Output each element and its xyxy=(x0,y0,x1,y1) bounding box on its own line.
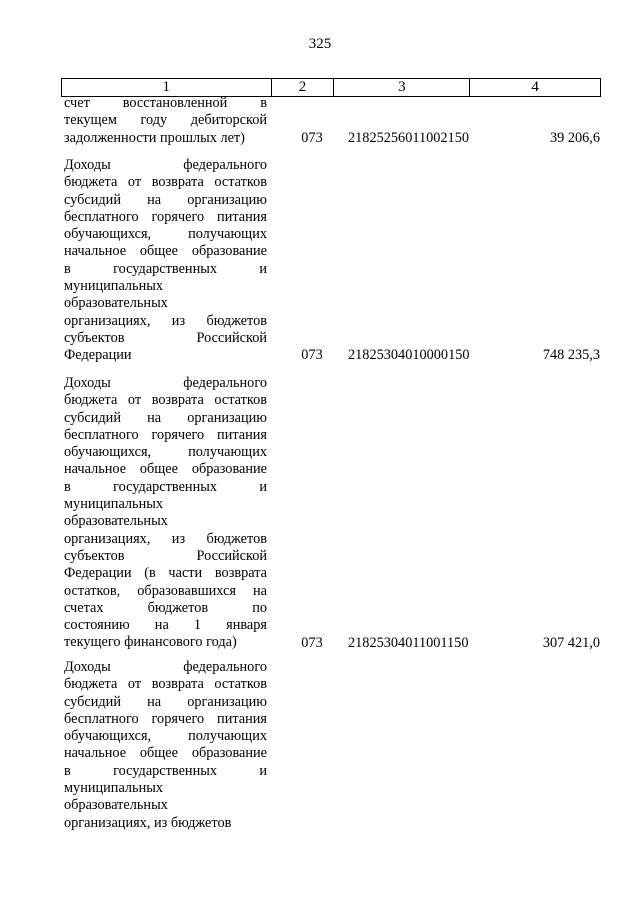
description-line: начальное общее образование xyxy=(64,243,267,260)
description-line: Федерации (в части возврата xyxy=(64,565,267,582)
description-line: Доходы федерального xyxy=(64,157,267,173)
header-col-3: 3 xyxy=(334,79,470,97)
row-description xyxy=(64,659,267,832)
description-line: бюджета от возврата остатков xyxy=(64,676,267,693)
description-line: муниципальных xyxy=(64,496,163,513)
description-line: счетах бюджетов по xyxy=(64,599,267,616)
description-line: субсидий на организацию xyxy=(64,693,267,710)
description-line: бюджета от возврата остатков xyxy=(64,392,267,409)
description-line: субъектов Российской xyxy=(64,329,267,346)
row-description xyxy=(64,157,267,365)
sum-cell: 748 235,3 xyxy=(542,347,600,364)
description-line: организациях, из бюджетов xyxy=(64,530,267,547)
description-line: начальное общее образование xyxy=(64,745,267,762)
description-line: начальное общее образование xyxy=(64,461,267,478)
table-row xyxy=(64,157,600,365)
description-line: Федерации xyxy=(64,347,132,364)
description-line: Доходы федерального xyxy=(64,659,267,675)
description-line: задолженности прошлых лет) xyxy=(64,129,245,146)
table-row xyxy=(64,659,600,832)
description-line: бесплатного горячего питания xyxy=(64,208,267,225)
description-line: муниципальных xyxy=(64,780,163,797)
description-line: муниципальных xyxy=(64,278,163,295)
description-line: субъектов Российской xyxy=(64,547,267,564)
description-line: бесплатного горячего питания xyxy=(64,426,267,443)
description-line: в государственных и xyxy=(64,762,267,779)
description-line: в государственных и xyxy=(64,260,267,277)
description-line: текущем году дебиторской xyxy=(64,112,267,129)
description-line: субсидий на организацию xyxy=(64,191,267,208)
description-line: организациях, из бюджетов xyxy=(64,312,267,329)
admin-code-cell: 073 xyxy=(301,347,323,364)
row-description xyxy=(64,375,267,652)
description-line: образовательных xyxy=(64,295,168,312)
budget-code-cell: 21825304011001150 xyxy=(348,634,469,651)
header-row xyxy=(62,79,601,97)
description-line: текущего финансового года) xyxy=(64,634,237,651)
budget-code-cell: 21825304010000150 xyxy=(348,347,470,364)
description-line: остатков, образовавшихся на xyxy=(64,582,267,599)
header-col-4: 4 xyxy=(470,79,601,97)
admin-code-cell: 073 xyxy=(301,634,323,651)
description-line: субсидий на организацию xyxy=(64,409,267,426)
header-col-1: 1 xyxy=(62,79,272,97)
sum-cell: 39 206,6 xyxy=(549,129,600,146)
description-line: образовательных xyxy=(64,513,168,530)
description-line: состоянию на 1 января xyxy=(64,617,267,634)
budget-code-cell: 21825256011002150 xyxy=(348,129,469,146)
table-row xyxy=(64,95,600,147)
table-row xyxy=(64,375,600,652)
description-line: образовательных xyxy=(64,797,168,814)
description-line: счет восстановленной в xyxy=(64,95,267,111)
description-line: обучающихся, получающих xyxy=(64,728,267,745)
admin-code-cell: 073 xyxy=(301,129,323,146)
description-line: организациях, из бюджетов xyxy=(64,814,232,831)
description-line: в государственных и xyxy=(64,478,267,495)
page-number: 325 xyxy=(308,36,332,52)
description-line: Доходы федерального xyxy=(64,375,267,391)
header-col-2: 2 xyxy=(271,79,334,97)
description-line: бесплатного горячего питания xyxy=(64,710,267,727)
description-line: бюджета от возврата остатков xyxy=(64,174,267,191)
sum-cell: 307 421,0 xyxy=(542,634,600,651)
row-description xyxy=(64,95,267,147)
description-line: обучающихся, получающих xyxy=(64,444,267,461)
description-line: обучающихся, получающих xyxy=(64,226,267,243)
